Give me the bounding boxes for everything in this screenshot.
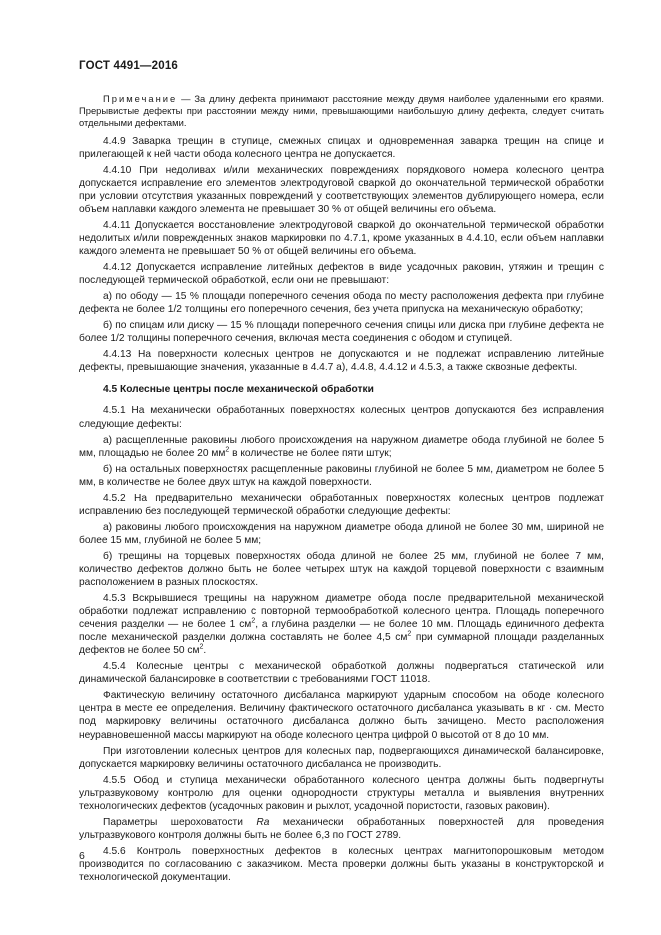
paragraph-4-5-4-dynamic: При изготовлении колесных центров для колесных пар, подвергающихся динамической балансировке, допускается маркировку величины остаточного дисбаланса не производить.: [79, 745, 604, 770]
paragraph-4-4-13: 4.4.13 На поверхности колесных центров не допускаются и не подлежат исправлению литейные дефекты, превышающие значения, указанные в 4.4.7 а), 4.4.8, 4.4.12 и 4.5.3, а также сквозные дефекты.: [79, 349, 604, 374]
italic-symbol: Ra: [256, 816, 270, 828]
text-run: а) расщепленные раковины любого происхождения на наружном диаметре обода глубиной не более 5 мм, площадью не более 20 мм: [79, 434, 604, 459]
superscript: 2: [225, 446, 230, 454]
paragraph-4-4-12-a: а) по ободу — 15 % площади поперечного сечения обода по месту расположения дефекта при глубине дефекта не более 1/2 толщины его поперечного сечения, без учета припуска на механическую обработку;: [79, 291, 604, 316]
paragraph-4-4-12-b: б) по спицам или диску — 15 % площади поперечного сечения спицы или диска при глубине дефекта не более 1/2 толщины поперечного сечения, включая места соединения с ободом и ступицей.: [79, 320, 604, 345]
paragraph-4-5-1: 4.5.1 На механически обработанных поверхностях колесных центров допускаются без исправления следующие дефекты:: [79, 405, 604, 430]
superscript: 2: [251, 617, 256, 625]
text-run: .: [203, 645, 207, 657]
paragraph-4-4-11: 4.4.11 Допускается восстановление электродуговой сваркой до окончательной термической обработки недолитых и/или поврежденных знаков маркировки по 4.7.1, кроме указанных в 4.4.10, если объем наплавки каждого элемента не превышает 50 % от общей величины его объема.: [79, 219, 604, 257]
paragraph-4-5-1-b: б) на остальных поверхностях расщепленные раковины глубиной не более 5 мм, диаметром не более 5 мм, в количестве не более двух штук на каждой поверхности.: [79, 463, 604, 488]
paragraph-4-5-4: 4.5.4 Колесные центры с механической обработкой должны подвергаться статической или динамической балансировке в соответствии с требованиями ГОСТ 11018.: [79, 661, 604, 686]
paragraph-4-5-2-b: б) трещины на торцевых поверхностях обода длиной не более 25 мм, глубиной не более 7 мм, количество дефектов должно быть не более четырех штук на каждой торцевой поверхности с взаимным расположением в разных плоскостях.: [79, 550, 604, 589]
text-run: , а глубина разделки — не более 10 мм. Площадь единичного дефекта после механической разделки должна составлять не более 4,5 см: [79, 619, 604, 644]
document-header: ГОСТ 4491—2016: [79, 60, 179, 72]
text-run: при суммарной площади разделанных дефектов не более 50 см: [79, 632, 604, 657]
note-text: — За длину дефекта принимают расстояние между двумя наиболее удаленными его краями. Прерывистые дефекты при расстоянии между ними, превышающими наибольшую длину дефекта, следует считать отдельными дефектами.: [79, 93, 604, 129]
text-run: механически обработанных поверхностей для проведения ультразвукового контроля должны быть не более 6,3 по ГОСТ 2789.: [79, 816, 604, 841]
paragraph-4-5-3: [79, 592, 604, 657]
text-run: Параметры шероховатости: [103, 816, 257, 828]
document-body: [79, 93, 604, 887]
paragraph-4-4-10: 4.4.10 При недоливах и/или механических повреждениях порядкового номера колесного центра допускается исправление его элементов электродуговой сваркой до окончательной термической обработки при условии отсутствия указанных повреждений у соответствующих элементов дублирующего номера, если объем наплавки каждого элемента не превышает 30 % от общей величины его объема.: [79, 164, 604, 215]
text-run: 4.5.3 Вскрывшиеся трещины на наружном диаметре обода после предварительной механической обработки подлежат исправлению с повторной термообработкой колесного центра. Площадь поперечного сечения разделки — не более 1 см: [79, 593, 604, 631]
paragraph-4-4-12: 4.4.12 Допускается исправление литейных дефектов в виде усадочных раковин, утяжин и трещин с последующей термической обработкой, если они не превышают:: [79, 262, 604, 287]
text-run: в количестве не более пяти штук;: [229, 447, 392, 459]
paragraph-4-5-4-marking: Фактическую величину остаточного дисбаланса маркируют ударным способом на ободе колесного центра в месте ее определения. Величину фактического остаточного дисбаланса указывать в кг · см. Место под маркировку величины остаточного дисбаланса должно быть зачищено. Место расположения неуравновешенной массы маркируют на ободе колесного центра цифрой 0 высотой от 8 до 10 мм.: [79, 690, 604, 741]
superscript: 2: [199, 643, 204, 651]
paragraph-4-5-2: 4.5.2 На предварительно механически обработанных поверхностях колесных центров подлежат исправлению без последующей термической обработки следующие дефекты:: [79, 492, 604, 517]
paragraph-4-5-6: 4.5.6 Контроль поверхностных дефектов в колесных центрах магнитопорошковым методом производится по согласованию с заказчиком. Места проверки должны быть указаны в конструкторской и технологической документации.: [79, 845, 604, 883]
section-heading: 4.5 Колесные центры после механической обработки: [103, 384, 374, 396]
note-paragraph: [79, 93, 604, 130]
paragraph-roughness: [79, 816, 604, 842]
paragraph-4-5-1-a: [79, 434, 604, 460]
note-label: Примечание: [103, 93, 178, 104]
paragraph-4-5-5: 4.5.5 Обод и ступица механически обработанного колесного центра должны быть подвергнуты ультразвуковому контролю для оценки однородности структуры металла и выявления внутренних технологических дефектов (усадочных раковин и рыхлот, усадочной пористости, газовых раковин).: [79, 774, 604, 812]
page-number: 6: [79, 850, 85, 862]
superscript: 2: [407, 630, 412, 638]
paragraph-4-4-9: 4.4.9 Заварка трещин в ступице, смежных спицах и одновременная заварка трещин на спице и прилегающей к ней части обода колесного центра не допускается.: [79, 135, 604, 160]
paragraph-4-5-2-a: а) раковины любого происхождения на наружном диаметре обода длиной не более 30 мм, шириной не более 15 мм, глубиной не более 5 мм;: [79, 521, 604, 546]
